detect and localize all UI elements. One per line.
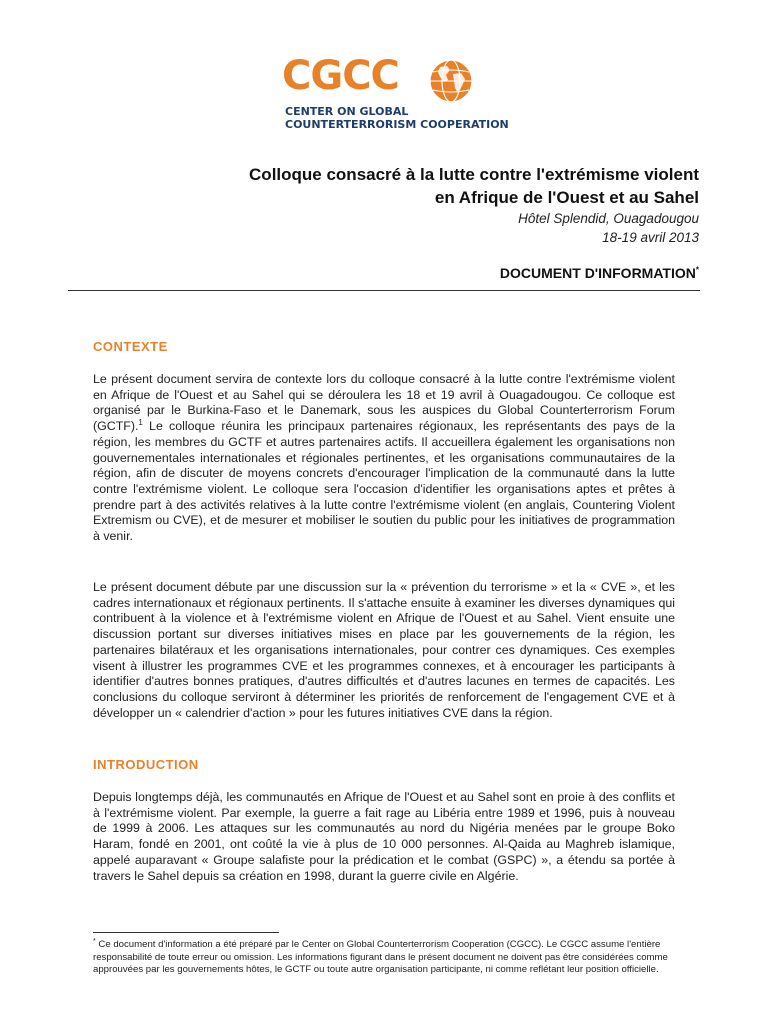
contexte-paragraph-1	[93, 372, 675, 545]
logo-tagline-2: COUNTERTERRORISM COOPERATION	[285, 118, 509, 131]
cgcc-logo	[282, 53, 509, 136]
title-line-1: Colloque consacré à la lutte contre l'extrémisme violent	[249, 165, 699, 184]
footnote-ref-1: 1	[138, 417, 143, 427]
logo-acronym: CGCC	[282, 53, 399, 99]
footnote	[93, 939, 677, 977]
event-date: 18-19 avril 2013	[602, 230, 699, 245]
document-type-text: DOCUMENT D'INFORMATION	[499, 265, 696, 281]
venue: Hôtel Splendid, Ouagadougou	[518, 211, 699, 226]
introduction-paragraph-1: Depuis longtemps déjà, les communautés en Afrique de l'Ouest et au Sahel sont en proie à des conflits et à l'extrémisme violent. Par exemple, la guerre a fait rage au Libéria entre 1989 et 1996, puis à nouveau de 1999 à 2006. Les attaques sur les communautés au nord du Nigéria menées par le groupe Boko Haram, fondé en 2001, ont coûté la vie à plus de 10 000 personnes. Al-Qaida au Maghreb islamique, appelé auparavant « Groupe salafiste pour la prédication et le combat (GSPC) », a étendu sa portée à travers le Sahel depuis sa création en 1998, durant la guerre civile en Algérie.	[93, 790, 675, 883]
contexte-p1-text-a: Le présent document servira de contexte lors du colloque consacré à la lutte contre l'extrémisme violent en Afrique de l'Ouest et au Sahel qui se déroulera les 18 et 19 avril à Ouagadougou. Ce colloque est organisé par le Burkina-Faso et le Danemark, sous les auspices du Global Counterterrorism Forum (GCTF).	[93, 372, 675, 434]
globe-icon	[428, 58, 474, 104]
logo-tagline-1: CENTER ON GLOBAL	[285, 105, 409, 118]
contexte-paragraph-2: Le présent document débute par une discussion sur la « prévention du terrorisme » et la « CVE », et les cadres internationaux et régionaux pertinents. Il s'attache ensuite à examiner les diverses dynamiques qui contribuent à la violence et à l'extrémisme violent en Afrique de l'Ouest et au Sahel. Vient ensuite une discussion portant sur diverses initiatives mises en place par les gouvernements de la région, les partenaires bilatéraux et les organisations internationales, pour contrer ces dynamiques. Ces exemples visent à illustrer les programmes CVE et les programmes connexes, et à encourager les participants à identifier d'autres bonnes pratiques, d'autres difficultés et d'autres lacunes en termes de capacités. Les conclusions du colloque serviront à déterminer les priorités de renforcement de l'engagement CVE et à développer un « calendrier d'action » pour les futures initiatives CVE dans la région.	[93, 580, 675, 720]
contexte-p1-text-b: Le colloque réunira les principaux partenaires régionaux, les représentants des pays de la région, les membres du GCTF et autres partenaires actifs. Il accueillera également les organisations non gouvernementales internationales et régionales pertinentes, et les organisations communautaires de la région, afin de discuter de moyens concrets d'encourager l'implication de la communauté dans la lutte contre l'extrémisme violent. Le colloque sera l'occasion d'identifier les organisations aptes et prêtes à prendre part à des activités relatives à la lutte contre l'extrémisme violent (en anglais, Countering Violent Extremism ou CVE), et de mesurer et mobiliser le soutien du public pour les initiatives de programmation à venir.	[93, 419, 675, 544]
footnote-text: Ce document d'information a été préparé par le Center on Global Counterterrorism Cooperation (CGCC). Le CGCC assume l'entière responsabilité de toute erreur ou omission. Les informations figurant dans le présent document ne doivent pas être considérées comme approuvées par les gouvernements hôtes, le GCTF ou toute autre organisation participante, ni comme reflétant leur position officielle.	[93, 939, 668, 976]
header-divider	[68, 290, 700, 291]
document-title-block	[249, 163, 699, 247]
footnote-marker: *	[695, 265, 699, 275]
section-heading-contexte: CONTEXTE	[93, 339, 168, 354]
footnote-divider	[93, 932, 279, 933]
footnote-mark: *	[93, 937, 96, 945]
section-heading-introduction: INTRODUCTION	[93, 757, 199, 772]
document-type-label	[500, 264, 699, 282]
title-line-2: en Afrique de l'Ouest et au Sahel	[434, 188, 699, 207]
